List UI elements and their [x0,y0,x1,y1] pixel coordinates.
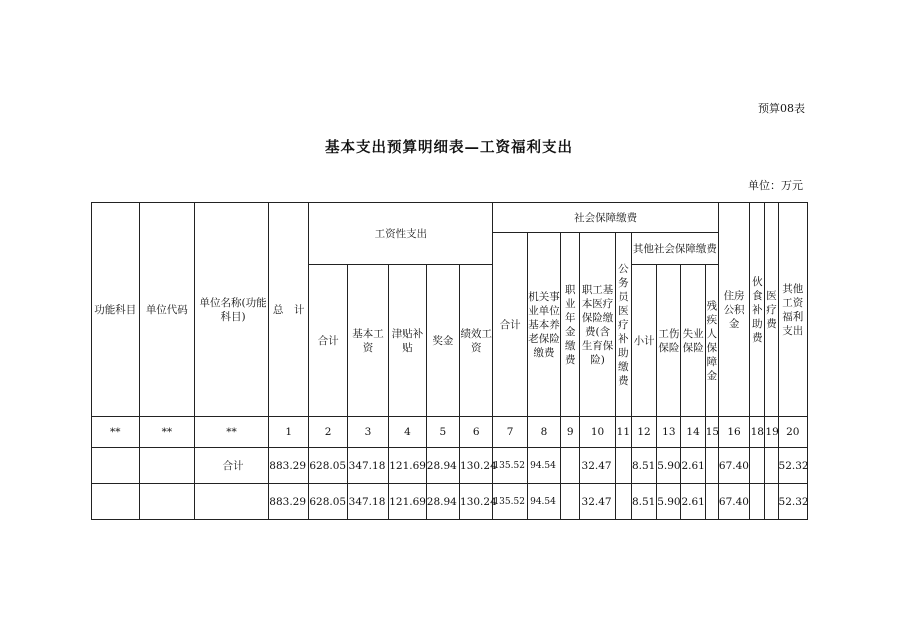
index-cell: 6 [460,417,493,448]
header-other-welfare: 其他工资福利支出 [778,203,807,417]
cell-medical: 32.47 [580,448,615,484]
cell-func [92,484,140,520]
budget-table [91,202,808,520]
cell-bonus: 28.94 [426,484,459,520]
header-other-social-group: 其他社会保障缴费 [631,233,718,265]
index-cell: 5 [426,417,459,448]
cell-meal [750,484,765,520]
index-row [92,417,808,448]
cell-civil-medical [615,448,631,484]
index-cell: ** [92,417,140,448]
cell-pension: 94.54 [527,448,560,484]
cell-injury: 5.90 [657,448,681,484]
cell-code [139,448,195,484]
header-unit-name: 单位名称(功能科目) [195,203,269,417]
table-row [92,448,808,484]
cell-salary-subtotal: 628.05 [309,484,347,520]
index-cell: 12 [631,417,656,448]
cell-social-subtotal: 135.52 [493,484,527,520]
cell-code [139,484,195,520]
header-salary-group: 工资性支出 [309,203,493,265]
header-allowance: 津贴补贴 [389,265,426,417]
index-cell: 3 [347,417,388,448]
header-unit-code: 单位代码 [139,203,195,417]
cell-meal [750,448,765,484]
cell-other-welfare: 52.32 [778,484,807,520]
header-performance-pay: 绩效工资 [460,265,493,417]
header-total: 总 计 [268,203,308,417]
index-cell: 2 [309,417,347,448]
cell-other-subtotal: 8.51 [631,448,656,484]
cell-housing: 67.40 [718,484,749,520]
index-cell: 16 [718,417,749,448]
cell-allowance: 121.69 [389,484,426,520]
index-cell: 13 [657,417,681,448]
index-cell: 20 [778,417,807,448]
header-unemployment-insurance: 失业保险 [681,265,705,417]
cell-basic-salary: 347.18 [347,448,388,484]
cell-basic-salary: 347.18 [347,484,388,520]
cell-performance: 130.24 [460,448,493,484]
header-disability-fund: 残疾人保障金 [705,265,718,417]
index-cell: 18 [750,417,765,448]
index-cell: 11 [615,417,631,448]
cell-name [195,484,269,520]
header-medical-insurance: 职工基本医疗保险缴费(含生育保险) [580,233,615,417]
header-social-subtotal: 合计 [493,233,527,417]
cell-civil-medical [615,484,631,520]
cell-total: 883.29 [268,484,308,520]
header-other-subtotal: 小计 [631,265,656,417]
cell-social-subtotal: 135.52 [493,448,527,484]
header-medical-fee: 医疗费 [765,203,778,417]
cell-disability [705,448,718,484]
cell-housing: 67.40 [718,448,749,484]
cell-bonus: 28.94 [426,448,459,484]
cell-annuity [561,484,580,520]
index-cell: 19 [765,417,778,448]
header-basic-salary: 基本工资 [347,265,388,417]
cell-injury: 5.90 [657,484,681,520]
cell-name: 合计 [195,448,269,484]
cell-allowance: 121.69 [389,448,426,484]
index-cell: 4 [389,417,426,448]
index-cell: 9 [561,417,580,448]
cell-func [92,448,140,484]
cell-annuity [561,448,580,484]
index-cell: 1 [268,417,308,448]
cell-other-subtotal: 8.51 [631,484,656,520]
header-injury-insurance: 工伤保险 [657,265,681,417]
unit-label: 单位：万元 [748,179,803,192]
index-cell: ** [195,417,269,448]
header-social-group: 社会保障缴费 [493,203,718,233]
header-meal-allowance: 伙食补助费 [750,203,765,417]
cell-medical: 32.47 [580,484,615,520]
index-cell: 8 [527,417,560,448]
cell-unemployment: 2.61 [681,484,705,520]
index-cell: 14 [681,417,705,448]
index-cell: 7 [493,417,527,448]
cell-performance: 130.24 [460,484,493,520]
form-number: 预算08表 [758,102,805,115]
cell-disability [705,484,718,520]
page-title: 基本支出预算明细表—工资福利支出 [325,139,573,156]
header-func-subject: 功能科目 [92,203,140,417]
cell-other-welfare: 52.32 [778,448,807,484]
header-pension-insurance: 机关事业单位基本养老保险缴费 [527,233,560,417]
cell-total: 883.29 [268,448,308,484]
cell-medical-fee [765,448,778,484]
header-housing-fund: 住房公积金 [718,203,749,417]
cell-salary-subtotal: 628.05 [309,448,347,484]
header-civil-servant-medical: 公务员医疗补助缴费 [615,233,631,417]
header-occupational-annuity: 职业年金缴费 [561,233,580,417]
cell-unemployment: 2.61 [681,448,705,484]
cell-pension: 94.54 [527,484,560,520]
header-salary-subtotal: 合计 [309,265,347,417]
header-bonus: 奖金 [426,265,459,417]
index-cell: ** [139,417,195,448]
table-row [92,484,808,520]
index-cell: 10 [580,417,615,448]
index-cell: 15 [705,417,718,448]
cell-medical-fee [765,484,778,520]
